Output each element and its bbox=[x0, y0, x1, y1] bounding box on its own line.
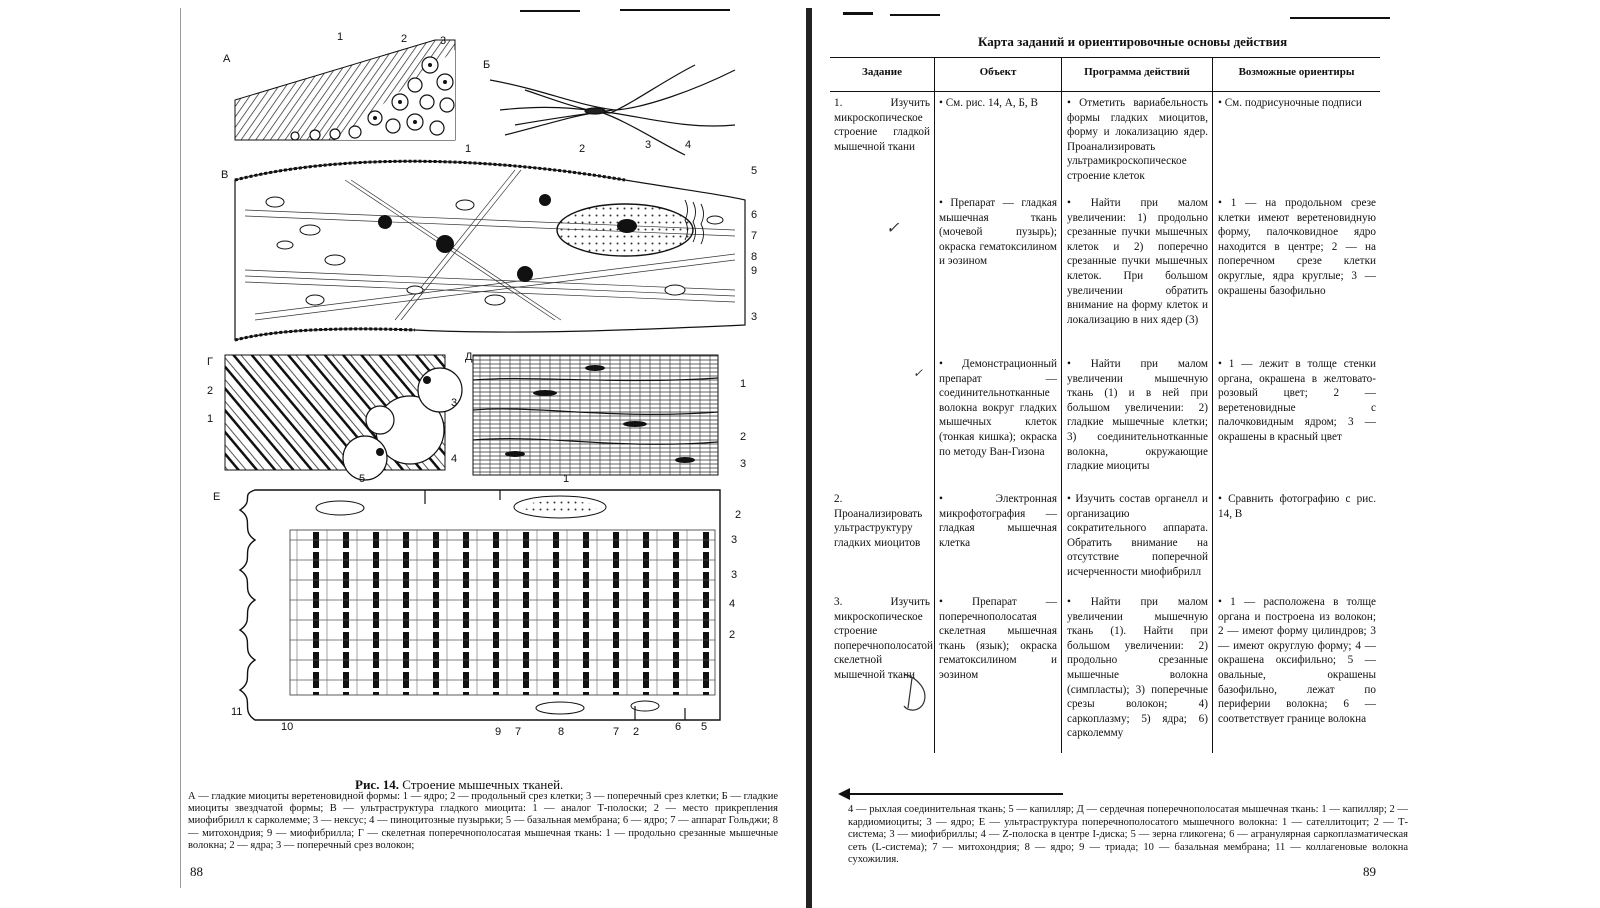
table-col-divider bbox=[1061, 57, 1062, 753]
label-e-9: 9 bbox=[495, 726, 502, 738]
label-e-2: 2 bbox=[735, 509, 742, 521]
label-d-2: 2 bbox=[740, 431, 747, 443]
label-a-2: 2 bbox=[401, 33, 408, 45]
panel-v bbox=[221, 139, 757, 340]
handwritten-mark: ✓ bbox=[913, 366, 924, 380]
label-g-1: 1 bbox=[207, 413, 214, 425]
left-page-number: 88 bbox=[190, 864, 203, 879]
row2-guide: • 1 — на продольном срезе клетки имеют веретеновидную форму, палочковидное ядро находится в центре; 2 — на поперечном срезе клетки округлые, ядра круглые; 3 — окрашены базофильно bbox=[1218, 197, 1376, 297]
handwritten-mark: ✓ bbox=[886, 220, 900, 237]
label-b: Б bbox=[483, 59, 491, 71]
label-v-4: 4 bbox=[685, 139, 692, 151]
scan-smudge bbox=[843, 12, 873, 15]
figure-caption-continued: 4 — рыхлая соединительная ткань; 5 — капилляр; Д — сердечная поперечнополосатая мышечная ткань: 1 — капилляр; 2 — кардиомиоциты; 3 — ядро; Е — ультраструктура поперечнополосатого мышечного волокна: 1 — сателлитоцит; 2 — Т-система; 3 — миофибриллы; 4 — Z-полоска в центре I-диска; 5 — зерна гликогена; 6 — агранулярная саркоплазматическая сеть (L-система); 7 — митохондрия; 8 — ядро; 9 — триада; 10 — базальная мембрана; 11 — коллагеновые волокна сухожилия. bbox=[848, 804, 1408, 865]
table-top-border bbox=[830, 57, 1380, 58]
panel-g bbox=[207, 355, 462, 485]
row1-program: • Отметить вариабельность формы гладких миоцитов, форму и локализацию ядер. Проанализировать ультрамикроскопическое строение клеток bbox=[1067, 97, 1208, 182]
panel-a bbox=[223, 31, 455, 140]
table-col-divider bbox=[1212, 57, 1213, 753]
label-a-1: 1 bbox=[337, 31, 344, 43]
row2-program: • Найти при малом увеличении: 1) продольно срезанные пучки мышечных клеток и 2) поперечно срезанные пучки мышечных клеток. При большом увеличении обратить внимание на форму клеток и локализацию в них ядер (3) bbox=[1067, 197, 1208, 326]
label-e-1: 1 bbox=[563, 473, 570, 485]
label-v-5: 5 bbox=[751, 165, 758, 177]
table-col-divider bbox=[934, 57, 935, 753]
arrow-line bbox=[848, 793, 1063, 795]
panel-d bbox=[465, 351, 746, 475]
label-v-9: 9 bbox=[751, 265, 758, 277]
row4-task: 2. Проанализировать ультраструктуру гладких миоцитов bbox=[834, 493, 923, 549]
label-e-2b: 2 bbox=[729, 629, 736, 641]
panel-e bbox=[213, 473, 741, 738]
label-g-5: 5 bbox=[359, 473, 366, 485]
label-g: Г bbox=[207, 356, 213, 368]
label-d-1: 1 bbox=[740, 378, 747, 390]
label-v-3: 3 bbox=[645, 139, 652, 151]
header-task: Задание bbox=[862, 66, 902, 78]
label-g-3: 3 bbox=[451, 397, 458, 409]
label-d-3: 3 bbox=[740, 458, 747, 470]
label-e-7: 7 bbox=[515, 726, 522, 738]
label-e-3: 3 bbox=[731, 534, 738, 546]
label-e-11: 11 bbox=[231, 706, 243, 718]
book-spine bbox=[806, 8, 812, 908]
label-e-7b: 7 bbox=[613, 726, 620, 738]
row1-object: • См. рис. 14, А, Б, В bbox=[939, 97, 1038, 109]
row4-guide: • Сравнить фотографию с рис. 14, В bbox=[1218, 493, 1376, 520]
handwritten-scribble bbox=[898, 668, 934, 718]
table-title: Карта заданий и ориентировочные основы действия bbox=[978, 34, 1288, 49]
row2-object: • Препарат — гладкая мышечная ткань (мочевой пузырь); окраска гематоксилином и эозином bbox=[939, 197, 1057, 268]
row4-program: • Изучить состав органелл и организацию сократительного аппарата. Обратить внимание на отсутствие поперечной исчерченности миофибрилл bbox=[1067, 493, 1208, 578]
label-e-4: 4 bbox=[729, 598, 736, 610]
label-v-8: 8 bbox=[751, 251, 758, 263]
label-e-8: 8 bbox=[558, 726, 565, 738]
label-e-3b: 3 bbox=[731, 569, 738, 581]
header-object: Объект bbox=[979, 66, 1017, 78]
row5-task: 3. Изучить микроскопическое строение поперечнополосатой скелетной мышечной ткани bbox=[834, 596, 934, 681]
row3-object: • Демонстрационный препарат — соединительнотканные волокна вокруг гладких мышечных клеток (тонкая кишка); окраска по методу Ван-Гизона bbox=[939, 358, 1057, 458]
label-a-3: 3 bbox=[440, 35, 447, 47]
label-v-3b: 3 bbox=[751, 311, 758, 323]
muscle-tissue-figure bbox=[207, 30, 775, 770]
label-d: Д bbox=[465, 351, 473, 363]
row1-guide: • См. подрисуночные подписи bbox=[1218, 97, 1362, 109]
label-v-6: 6 bbox=[751, 209, 758, 221]
label-v-7: 7 bbox=[751, 230, 758, 242]
row3-program: • Найти при малом увеличении мышечную ткань (1) и в ней при большом увеличении: 2) гладкие мышечные клетки; 3) соединительнотканные волокна, окружающие гладкие миоциты bbox=[1067, 358, 1208, 473]
label-e-6: 6 bbox=[675, 721, 682, 733]
scan-smudge bbox=[1290, 17, 1390, 19]
figure-number: Рис. 14. bbox=[355, 777, 399, 792]
row5-object: • Препарат — поперечнополосатая скелетная мышечная ткань (язык); окраска гематоксилином и эозином bbox=[939, 596, 1057, 681]
label-e-5: 5 bbox=[701, 721, 708, 733]
header-program: Программа действий bbox=[1084, 66, 1190, 78]
label-e: Е bbox=[213, 491, 221, 503]
row4-object: • Электронная микрофотография — гладкая мышечная клетка bbox=[939, 493, 1057, 549]
label-e-10: 10 bbox=[281, 721, 294, 733]
label-e-2c: 2 bbox=[633, 726, 640, 738]
label-v-1: 1 bbox=[465, 143, 472, 155]
header-guide: Возможные ориентиры bbox=[1238, 66, 1355, 78]
scan-smudge bbox=[890, 14, 940, 16]
label-v: В bbox=[221, 169, 229, 181]
row3-guide: • 1 — лежит в толще стенки органа, окрашена в желтовато-розовый цвет; 2 — веретеновидные с палочковидным ядром; 3 — окрашены в красный цвет bbox=[1218, 358, 1376, 443]
figure-caption-body: А — гладкие миоциты веретеновидной формы: 1 — ядро; 2 — продольный срез клетки; 3 — поперечный срез клетки; Б — гладкие миоциты звездчатой формы; В — ультраструктура гладкого миоцита: 1 — аналог Т-полоски; 2 — место прикрепления миофибрилл к сарколемме; 3 — нексус; 4 — пиноцитозные пузырьки; 5 — базальная мембрана; 6 — ядро; 7 — аппарат Гольджи; 8 — митохондрия; 9 — миофибрилла; Г — скелетная поперечнополосатая мышечная ткань: 1 — продольно срезанные мышечные волокна; 2 — ядра; 3 — поперечный срез волокон; bbox=[188, 791, 778, 851]
table-header-border bbox=[830, 91, 1380, 92]
page-edge-line bbox=[180, 8, 181, 888]
row5-guide: • 1 — расположена в толще органа и построена из волокон; 2 — имеют форму цилиндров; 3 — имеют округлую форму; 4 — окрашена оксифильно; 5 — овальные, окрашены базофильно, лежат по периферии волокна; 6 — соответствует границе волокна bbox=[1218, 596, 1376, 725]
label-g-2: 2 bbox=[207, 385, 214, 397]
label-v-2: 2 bbox=[579, 143, 586, 155]
row1-task: 1. Изучить микроскопическое строение гладкой мышечной ткани bbox=[834, 97, 930, 153]
label-g-4: 4 bbox=[451, 453, 458, 465]
right-page-number: 89 bbox=[1363, 864, 1376, 879]
label-a: А bbox=[223, 53, 231, 65]
figure-title: Строение мышечных тканей. bbox=[402, 777, 564, 792]
row5-program: • Найти при малом увеличении мышечную ткань (1). Найти при большом увеличении: 2) продольно срезанные мышечные волокна (симпласты); 3) поперечные срезы волокон; 4) саркоплазму; 5) ядра; 6) сарколемму bbox=[1067, 596, 1208, 740]
panel-b bbox=[483, 59, 735, 155]
left-page bbox=[0, 0, 800, 900]
